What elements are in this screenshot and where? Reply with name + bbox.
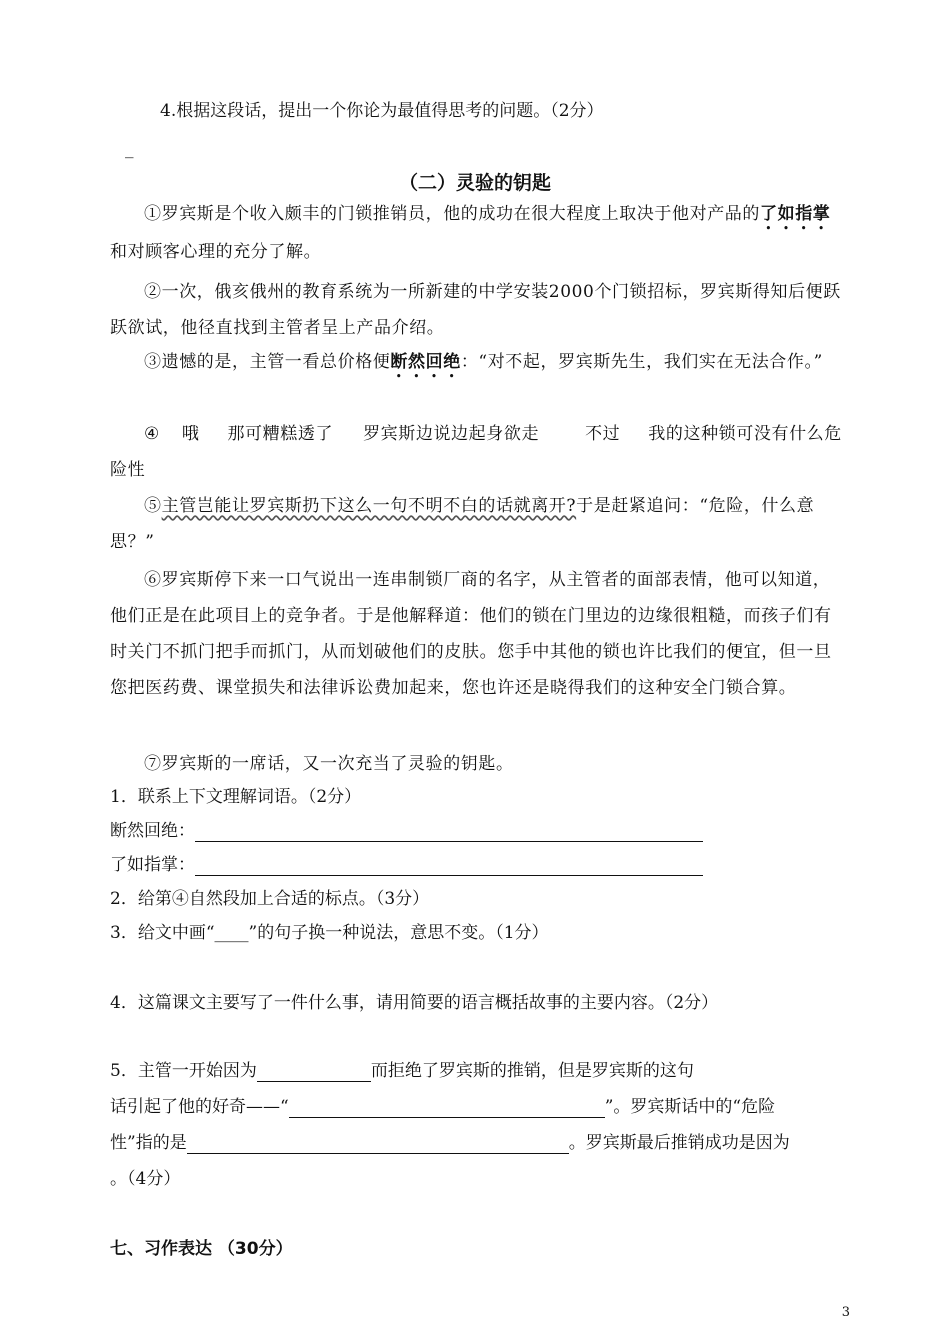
q3-underline-mark: ____ [214,923,249,943]
q5-text: 。罗宾斯最后推销成功是因为 [568,1133,790,1153]
question-5-line-3 [110,1132,790,1154]
stray-mark: _ [125,139,134,159]
q1a-label: 断然回绝： [110,821,195,841]
p1-text: ①罗宾斯是个收入颇丰的门锁推销员，他的成功在很大程度上取决于他对产品的 [144,204,760,224]
section-title: （二）灵验的钥匙 [398,172,551,194]
p4-part: 我的这种锁可没有 [648,424,790,444]
paragraph-5 [110,488,842,560]
answer-blank[interactable] [257,1063,371,1082]
paragraph-1 [110,196,842,270]
p5-text-after: 于是赶紧追问：“危险，什么意思？” [110,496,815,552]
question-5-line-1 [110,1060,694,1082]
paragraph-2: ②一次，俄亥俄州的教育系统为一所新建的中学安装2000个门锁招标，罗宾斯得知后便跃跃欲试，他径直找到主管者呈上产品介绍。 [110,282,841,338]
p3-text: ③遗憾的是，主管一看总价格便 [144,352,391,372]
q5-text: 5．主管一开始因为 [110,1061,257,1081]
paragraph-7: ⑦罗宾斯的一席话，又一次充当了灵验的钥匙。 [144,754,514,774]
p4-part: 什么危险性 [110,424,842,480]
dotted-word-1: 了如指掌 [760,204,831,224]
q5-text: 话引起了他的好奇——“ [110,1097,289,1117]
question-4: 4．这篇课文主要写了一件什么事，请用简要的语言概括故事的主要内容。（2分） [110,993,719,1013]
paragraph-6: ⑥罗宾斯停下来一口气说出一连串制锁厂商的名字，从主管者的面部表情，他可以知道，他们正是在此项目上的竞争者。于是他解释道：他们的锁在门里边的边缘很粗糙，而孩子们有时关门不抓门把手而抓门，从而划破他们的皮肤。您手中其他的锁也许比我们的便宜，但一旦您把医药费、课堂损失和法律诉讼费加起来，您也许还是晓得我们的这种安全门锁合算。 [110,570,832,698]
p4-part: 罗宾斯边说边起身欲走 [363,424,540,444]
p4-num: ④ [144,424,160,444]
question-4-prev: 4.根据这段话，提出一个你论为最值得思考的问题。（2分） [160,101,604,121]
q3-text: 3．给文中画“ [110,923,215,943]
question-1a [110,820,703,842]
page-number: 3 [841,1305,850,1320]
question-5-line-2 [110,1096,775,1118]
question-1b [110,854,703,876]
question-3 [110,922,549,944]
p1-text-after: 和对顾客心理的充分了解。 [110,242,322,262]
p4-part: 哦 [181,424,200,444]
section-7-heading: 七、习作表达 （30分） [110,1239,293,1259]
answer-blank[interactable] [195,857,703,876]
q1b-label: 了如指掌： [110,855,195,875]
paragraph-4 [110,416,842,488]
p3-text-after: ：“对不起，罗宾斯先生，我们实在无法合作。” [460,352,823,372]
p4-part: 那可糟糕透了 [227,424,334,444]
q5-text: 而拒绝了罗宾斯的推销，但是罗宾斯的这句 [370,1061,694,1081]
q3-text-after: ”的句子换一种说法，意思不变。（1分） [248,923,549,943]
p5-num: ⑤ [144,496,162,516]
wavy-underlined-sentence: 主管岂能让罗宾斯扔下这么一句不明不白的话就离开? [161,496,577,516]
question-2: 2．给第④自然段加上合适的标点。（3分） [110,889,430,909]
answer-blank[interactable] [187,1135,569,1154]
question-5-line-4: 。（4分） [110,1169,181,1189]
answer-blank[interactable] [289,1099,605,1118]
question-1: 1．联系上下文理解词语。（2分） [110,787,362,807]
answer-blank[interactable] [195,823,703,842]
q5-text: 性”指的是 [110,1133,187,1153]
q5-text: ”。罗宾斯话中的“危险 [604,1097,776,1117]
paragraph-3 [110,344,842,382]
dotted-word-2: 断然回绝 [390,352,461,372]
p4-part: 不过 [585,424,621,444]
